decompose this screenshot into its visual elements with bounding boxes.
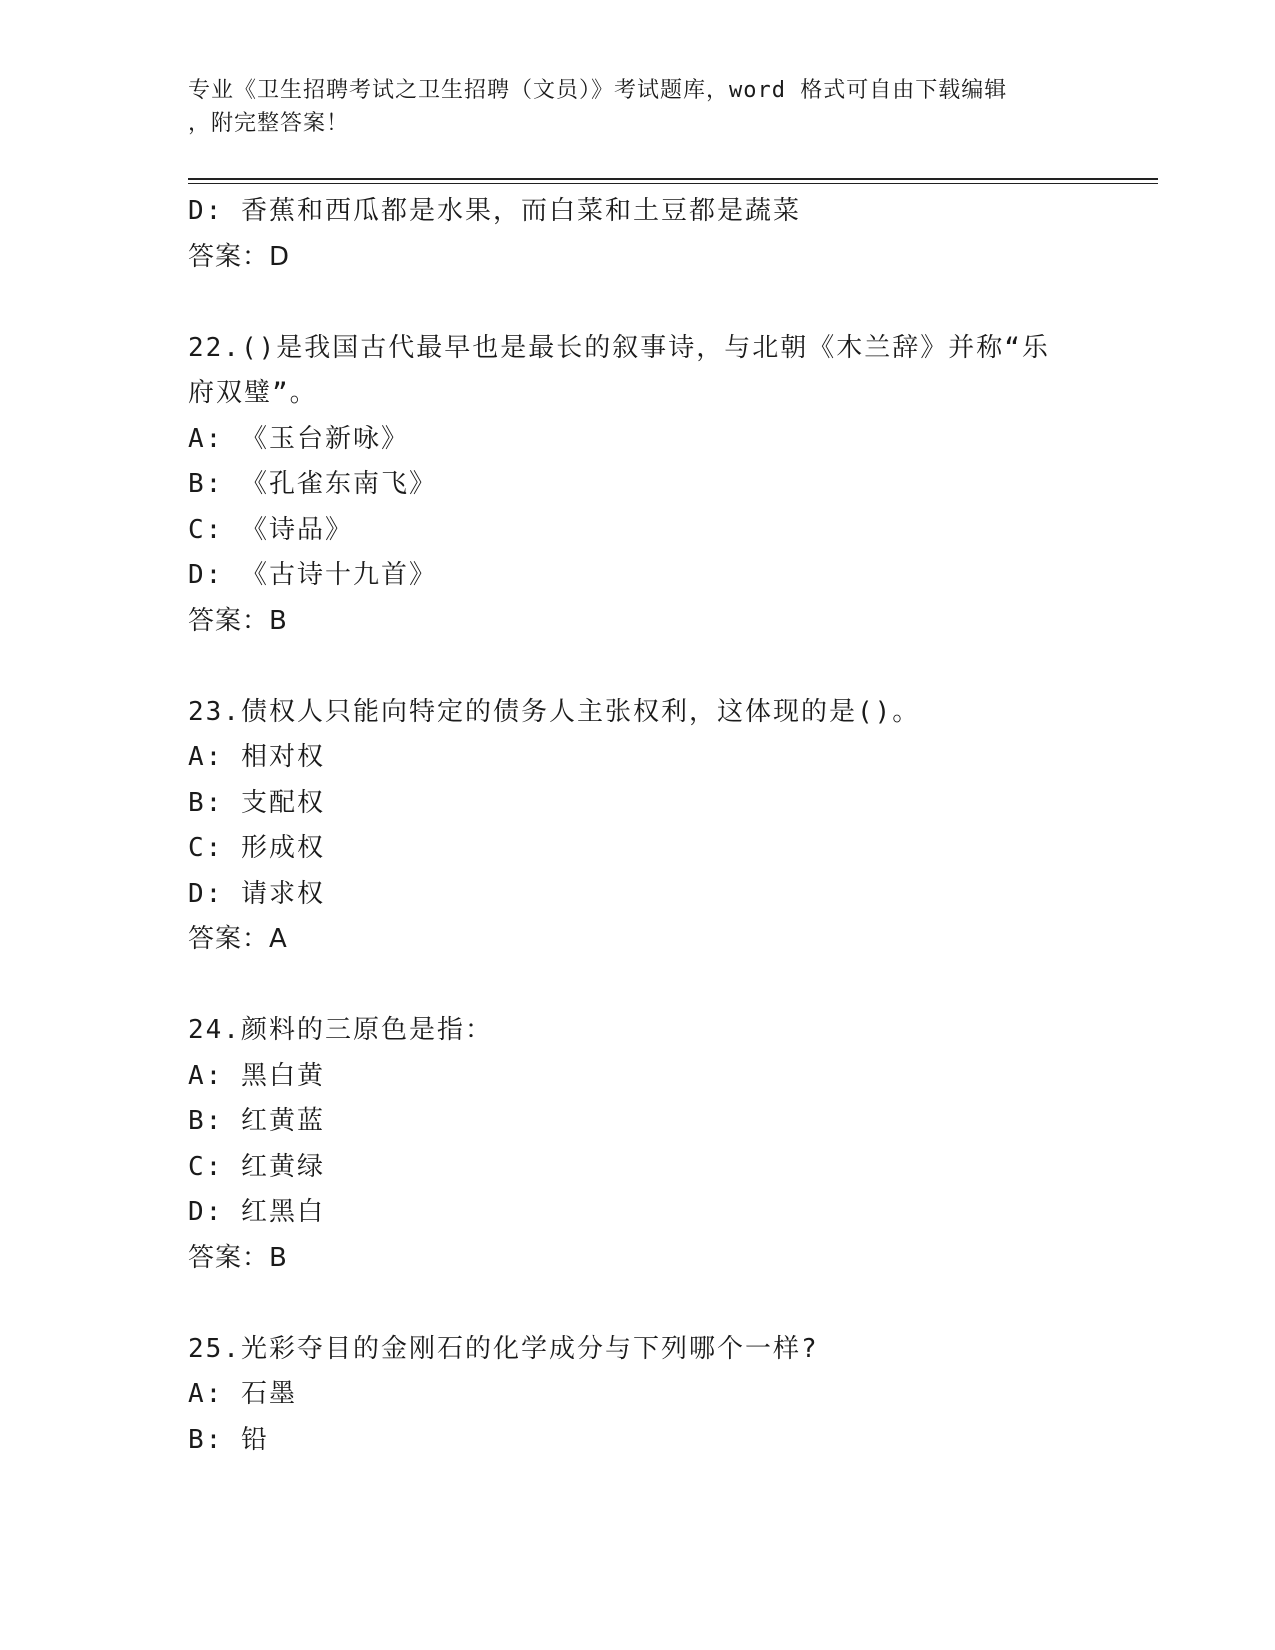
option-a: A: 石墨 [188, 1379, 297, 1409]
option-d: D: 请求权 [188, 878, 325, 909]
question-list [188, 189, 1158, 1463]
document-page [188, 0, 1158, 1650]
option-d: D: 红黑白 [188, 1197, 325, 1227]
header-title-line-2: ，附完整答案！ [188, 111, 350, 136]
option-a: A: 相对权 [188, 742, 325, 772]
question-24 [188, 1008, 1158, 1281]
question-stem: 24.颜料的三原色是指： [188, 1015, 493, 1045]
question-stem: 25.光彩夺目的金刚石的化学成分与下列哪个一样? [188, 1333, 819, 1364]
option-b: B: 支配权 [188, 787, 325, 818]
option-a: A: 《玉台新咏》 [188, 423, 409, 454]
option-b: B: 《孔雀东南飞》 [188, 469, 437, 499]
header-divider-thin [188, 183, 1158, 184]
spacer [188, 963, 1158, 1009]
question-23 [188, 690, 1158, 963]
question-stem-continued: 府双璧”。 [188, 378, 318, 408]
option-a: A: 黑白黄 [188, 1060, 325, 1091]
answer-line: 答案：B [188, 1242, 288, 1273]
answer-line: 答案：D [188, 241, 291, 272]
option-c: C: 形成权 [188, 833, 325, 863]
header-divider-thick [188, 178, 1158, 180]
header-title-line-1: 专业《卫生招聘考试之卫生招聘（文员）》考试题库，word 格式可自由下载编辑 [188, 78, 1008, 103]
option-d: D: 香蕉和西瓜都是水果，而白菜和土豆都是蔬菜 [188, 196, 801, 226]
option-d: D: 《古诗十九首》 [188, 560, 437, 590]
question-21-fragment [188, 189, 1158, 280]
spacer [188, 644, 1158, 690]
question-22 [188, 326, 1158, 645]
answer-line: 答案：B [188, 605, 288, 636]
document-header [188, 74, 1088, 140]
question-stem: 23.债权人只能向特定的债务人主张权利，这体现的是()。 [188, 696, 921, 727]
question-stem: 22.()是我国古代最早也是最长的叙事诗，与北朝《木兰辞》并称“乐 [188, 332, 1050, 363]
spacer [188, 280, 1158, 326]
option-b: B: 铅 [188, 1424, 269, 1455]
question-25 [188, 1327, 1158, 1464]
spacer [188, 1281, 1158, 1327]
option-c: C: 《诗品》 [188, 514, 353, 545]
option-b: B: 红黄蓝 [188, 1106, 325, 1136]
option-c: C: 红黄绿 [188, 1151, 325, 1182]
answer-line: 答案：A [188, 924, 288, 954]
